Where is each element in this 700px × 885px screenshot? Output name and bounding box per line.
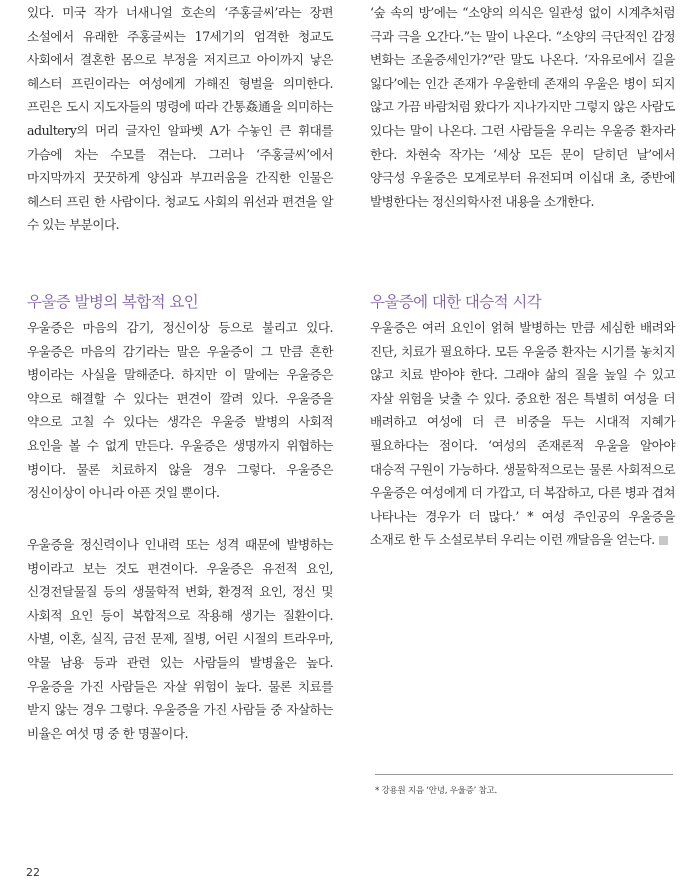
article-end-mark-icon [659, 536, 668, 545]
right-section-heading: 우울증에 대한 대승적 시각 [370, 293, 542, 311]
footnote: * 강용원 지음 ‘안녕, 우울증’ 참고. [375, 786, 497, 796]
page-number: 22 [26, 866, 40, 879]
right-intro-paragraph: ‘숲 속의 방’에는 “소양의 의식은 일관성 없이 시계추처럼 극과 극을 오간다.”는 말이 나온다. “소양의 극단적인 감정 변화는 조울증세인가?”란 말도 나온다. ‘자유로에서 길을 잃다’에는 인간 존재가 우울한데 존재의 우울은 병이 되지 않고 가끔 바람처럼 왔다가 지나가지만 그렇지 않은 사람도 있다는 말이 나온다. 그런 사람들을 우리는 우울증 환자라 한다. 차현숙 작가는 ‘세상 모든 문이 닫히던 날’에서 양극성 우울증은 모계로부터 유전되며 이십대 초, 중반에 발병한다는 정신의학사전 내용을 소개한다. [370, 5, 675, 209]
footnote-divider [375, 774, 673, 775]
right-section-paragraph [370, 316, 675, 552]
left-section-paragraph-1: 우울증은 마음의 감기, 정신이상 등으로 불리고 있다. 우울증은 마음의 감기라는 말은 우울증이 그 만큼 흔한 병이라는 사실을 말해준다. 하지만 이 말에는 우울증은 약으로 해결할 수 있다는 편견이 깔려 있다. 우울증을 약으로 고칠 수 있다는 생각은 우울증 발병의 사회적 요인을 볼 수 없게 만든다. 우울증은 생명까지 위협하는 병이다. 물론 치료하지 않을 경우 그렇다. 우울증은 정신이상이 아니라 아픈 것일 뿐이다. [27, 320, 333, 501]
right-section-paragraph-text: 우울증은 여러 요인이 얽혀 발병하는 만큼 세심한 배려와 진단, 치료가 필요하다. 모든 우울증 환자는 시기를 놓치지 않고 치료 받아야 한다. 그래야 삶의 질을 높일 수 있고 자살 위험을 낮출 수 있다. 중요한 점은 특별히 여성을 더 배려하고 여성에 더 큰 비중을 두는 시대적 지혜가 필요하다는 점이다. ‘여성의 존재론적 우울을 알아야 대승적 구원이 가능하다. 생물학적으로는 물론 사회적으로 우울증은 여성에게 더 가깝고, 더 복잡하고, 다른 병과 겹쳐 나타나는 경우가 더 많다.’ * 여성 주인공의 우울증을 소재로 한 두 소설로부터 우리는 이런 깨달음을 얻는다. [370, 320, 675, 548]
left-section-heading: 우울증 발병의 복합적 요인 [27, 293, 199, 311]
left-intro-paragraph: 있다. 미국 작가 너새니얼 호손의 ‘주홍글씨’라는 장편 소설에서 유래한 주홍글씨는 17세기의 엄격한 청교도 사회에서 결혼한 몸으로 부정을 저지르고 아이까지 낳은 헤스터 프린이라는 여성에게 가해진 형벌을 의미한다. 프린은 도시 지도자들의 명령에 따라 간통姦通을 의미하는 adultery의 머리 글자인 알파벳 A가 수놓인 큰 휘대를 가슴에 차는 수모를 겪는다. 그러나 ‘주홍글씨’에서 마지막까지 꿋꿋하게 양심과 부끄러움을 간직한 인물은 헤스터 프린 한 사람이다. 청교도 사회의 위선과 편견을 알 수 있는 부분이다. [27, 5, 333, 233]
left-section-paragraph-2: 우울증을 정신력이나 인내력 또는 성격 때문에 발병하는 병이라고 보는 것도 편견이다. 우울증은 유전적 요인, 신경전달물질 등의 생물학적 변화, 환경적 요인, 정신 및 사회적 요인 등이 복합적으로 작용해 생기는 질환이다. 사별, 이혼, 실직, 금전 문제, 질병, 어린 시절의 트라우마, 약물 남용 등과 관련 있는 사람들의 발병율은 높다. 우울증을 가진 사람들은 자살 위험이 높다. 물론 치료를 받지 않는 경우 그렇다. 우울증을 가진 사람들 중 자살하는 비율은 여섯 명 중 한 명꼴이다. [27, 537, 333, 741]
